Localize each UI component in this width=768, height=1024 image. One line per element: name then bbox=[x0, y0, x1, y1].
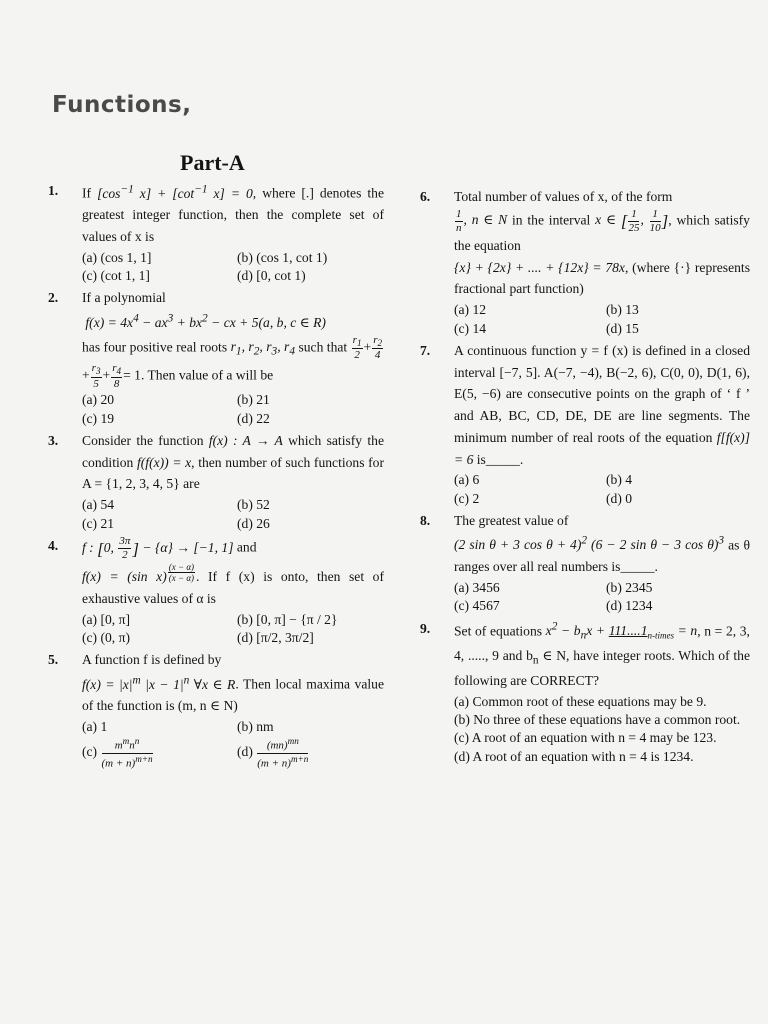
option-d[interactable]: (d) [0, cot 1) bbox=[237, 268, 306, 284]
question-1 bbox=[48, 180, 384, 285]
options bbox=[82, 249, 384, 286]
option-c[interactable]: (c) (0, π) bbox=[82, 629, 130, 645]
option-b[interactable]: (b) No three of these equations have a common root. bbox=[454, 711, 741, 727]
options bbox=[454, 693, 750, 766]
option-c[interactable]: (c) 2 bbox=[454, 490, 480, 506]
option-a[interactable]: (a) 6 bbox=[454, 472, 480, 488]
question-number: 2. bbox=[48, 290, 59, 306]
option-d[interactable]: (d) 0 bbox=[606, 490, 633, 506]
option-b[interactable]: (b) (cos 1, cot 1) bbox=[237, 249, 328, 265]
option-d[interactable]: (d) 15 bbox=[606, 320, 639, 336]
option-a[interactable]: (a) 54 bbox=[82, 497, 115, 513]
option-a[interactable]: (a) Common root of these equations may be 9. bbox=[454, 693, 707, 709]
question-number: 7. bbox=[420, 342, 431, 358]
chapter-heading: Functions, bbox=[52, 92, 192, 118]
question-text: f : [0, $\frac{3\pi}{2}$ ] − {α} → [−1, 1] and f(x) = (sin x) $^{\frac{(x - \alpha)}{(x - \alpha)}}$ . If f (x) is onto, then set of exhaustive values of α is bbox=[82, 535, 385, 606]
option-d[interactable]: (d) 22 bbox=[237, 410, 270, 426]
option-b[interactable]: (b) [0, π] − {π / 2} bbox=[237, 611, 338, 627]
option-d[interactable]: (d) A root of an equation with n = 4 is 1234. bbox=[454, 748, 694, 764]
question-3 bbox=[48, 430, 384, 533]
options bbox=[454, 579, 750, 616]
question-text: Total number of values of x, of the form $\frac{1}{n}$ , n ∈ N in the interval x ∈ [ $\frac{1}{25}$ , $\frac{1}{10}$ ], which satisfy the equation {x} + {2x} + .... + {12x} = 78x, (where {·} represents fractional part function) bbox=[454, 189, 750, 297]
question-9 bbox=[420, 618, 750, 766]
option-b[interactable]: (b) 4 bbox=[606, 472, 633, 488]
option-a[interactable]: (a) (cos 1, 1] bbox=[82, 249, 152, 265]
option-a[interactable]: (a) 20 bbox=[82, 392, 115, 408]
option-b[interactable]: (b) 2345 bbox=[606, 579, 653, 595]
option-c[interactable]: (c) (cot 1, 1] bbox=[82, 268, 150, 284]
question-7 bbox=[420, 340, 750, 508]
option-c[interactable]: (c) 4567 bbox=[454, 598, 500, 614]
option-c[interactable]: (c) 21 bbox=[82, 515, 115, 531]
right-column bbox=[420, 186, 750, 768]
question-text: If [$\cos^{-1}$ $x] + [\cot^{-1}$ x] = 0, where [.] denotes the greatest integer function, then the complete set of values of x is bbox=[82, 183, 384, 245]
question-number: 3. bbox=[48, 432, 59, 448]
option-c[interactable]: (c) A root of an equation with n = 4 may be 123. bbox=[454, 730, 717, 746]
option-c[interactable]: (c) 19 bbox=[82, 410, 115, 426]
option-c[interactable]: (c) $\frac{m^mn^n}{(m + n)^{m+n}}$ bbox=[82, 736, 153, 770]
option-d[interactable]: (d) [π/2, 3π/2] bbox=[237, 629, 314, 645]
option-a[interactable]: (a) 1 bbox=[82, 719, 108, 734]
part-title: Part-A bbox=[180, 150, 245, 175]
question-text: A continuous function y = f (x) is defined in a closed interval [−7, 5]. A(−7, −4), B(−2, 6), C(0, 0), D(1, 6), E(5, −6) are consecutive points on the graph of ‘ f ’ and AB, BC, CD, DE, DE are line segments. The minimum number of real roots of the equation f[f(x)] = 6 is_____. bbox=[454, 342, 750, 467]
question-number: 1. bbox=[48, 183, 59, 198]
left-column bbox=[48, 180, 384, 772]
option-a[interactable]: (a) 3456 bbox=[454, 579, 500, 595]
options bbox=[454, 301, 750, 338]
option-c[interactable]: (c) 14 bbox=[454, 320, 487, 336]
question-number: 5. bbox=[48, 652, 59, 668]
option-d[interactable]: (d) 26 bbox=[237, 515, 270, 531]
question-text: Set of equations $x^2 - b_nx + 111....1_{n-times} = n$, n = 2, 3, 4, ....., 9 and $b_n$ ∈ N, have integer roots. Which of the following are CORRECT? bbox=[454, 620, 750, 688]
question-4 bbox=[48, 535, 384, 647]
question-number: 4. bbox=[48, 537, 59, 553]
question-number: 9. bbox=[420, 620, 431, 636]
option-b[interactable]: (b) nm bbox=[237, 719, 274, 734]
question-number: 6. bbox=[420, 189, 431, 204]
option-a[interactable]: (a) [0, π] bbox=[82, 611, 130, 627]
option-b[interactable]: (b) 21 bbox=[237, 392, 270, 408]
options bbox=[82, 496, 384, 533]
option-a[interactable]: (a) 12 bbox=[454, 302, 487, 318]
question-text: A function f is defined by $f(x) = |x|^m$ $|x - 1|^n$ ∀x ∈ R. Then local maxima value of the function is (m, n ∈ N) bbox=[82, 652, 384, 714]
options bbox=[82, 391, 384, 428]
question-text: Consider the function f(x) : A → A which satisfy the condition f(f(x)) = x, then number of such functions for A = {1, 2, 3, 4, 5} are bbox=[82, 432, 384, 492]
option-d[interactable]: (d) 1234 bbox=[606, 598, 653, 614]
question-text: The greatest value of (2 sin θ + 3 cos θ + 4)$^2$ (6 − 2 sin θ − 3 cos θ)$^3$ as θ ranges over all real numbers is_____. bbox=[454, 513, 750, 575]
question-8 bbox=[420, 510, 750, 615]
option-b[interactable]: (b) 13 bbox=[606, 302, 639, 318]
question-number: 8. bbox=[420, 513, 431, 529]
question-2 bbox=[48, 287, 384, 427]
options bbox=[82, 611, 384, 648]
options bbox=[82, 718, 384, 770]
question-6 bbox=[420, 186, 750, 338]
options bbox=[454, 471, 750, 508]
question-5 bbox=[48, 649, 384, 770]
option-d[interactable]: (d) $\frac{(mn)^{mn}}{(m + n)^{m+n}}$ bbox=[237, 736, 309, 770]
question-text: If a polynomial $f(x) = 4x^4 - ax^3 + bx^2$ − cx + 5(a, b, c ∈ R) has four positive real roots $r_1$, $r_2$, $r_3$, $r_4$ such that $\frac{r_1}{2}$ + $\frac{r_2}{4}$ + $\frac{r_3}{5}$ + $\frac{r_4}{8}$ = 1. Then value of a will be bbox=[82, 290, 383, 390]
option-b[interactable]: (b) 52 bbox=[237, 497, 270, 513]
